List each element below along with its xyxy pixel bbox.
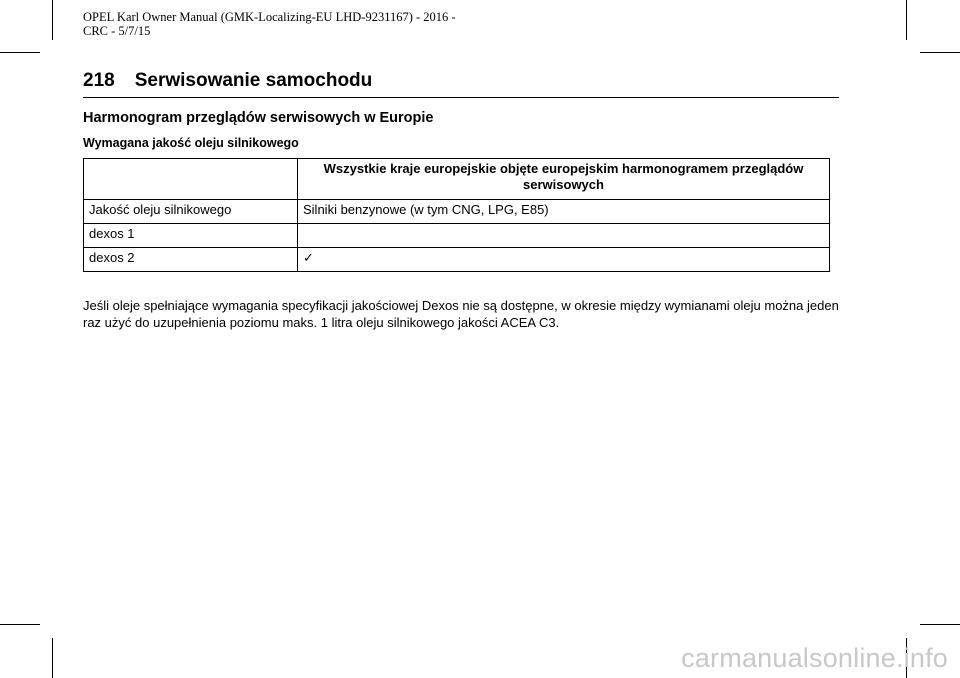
note-paragraph: Jeśli oleje spełniające wymagania specyfikacji jakościowej Dexos nie są dostępne, w okresie między wymianami oleju można jeden raz użyć do uzupełnienia poziomu maks. 1 litra oleju silnikowego jakości ACEA C3.: [83, 298, 839, 330]
crop-mark: [906, 0, 907, 40]
table-header-row: [84, 159, 830, 200]
table-cell-value: Silniki benzynowe (w tym CNG, LPG, E85): [298, 200, 830, 224]
table-cell-label: dexos 1: [84, 224, 298, 248]
document-header: [83, 10, 456, 38]
table-row: [84, 248, 830, 272]
checkmark-icon: ✓: [298, 248, 830, 272]
table-cell-label: dexos 2: [84, 248, 298, 272]
oil-quality-table: [83, 158, 830, 272]
subsection-title: Wymagana jakość oleju silnikowego: [83, 136, 299, 150]
crop-mark: [920, 624, 960, 625]
crop-mark: [920, 52, 960, 53]
table-header-cell: [84, 159, 298, 200]
page-number: 218: [83, 70, 115, 91]
section-title: Harmonogram przeglądów serwisowych w Europie: [83, 110, 434, 126]
watermark: carmanualsonline.info: [681, 643, 948, 673]
table-cell-label: Jakość oleju silnikowego: [84, 200, 298, 224]
crop-mark: [52, 638, 53, 678]
document-header-line: CRC - 5/7/15: [83, 24, 151, 38]
crop-mark: [0, 624, 40, 625]
crop-mark: [0, 52, 40, 53]
table-row: [84, 200, 830, 224]
page-heading: [83, 70, 839, 98]
document-header-line: OPEL Karl Owner Manual (GMK-Localizing-EU LHD-9231167) - 2016 -: [83, 10, 456, 24]
table-cell-value: [298, 224, 830, 248]
table-row: [84, 224, 830, 248]
crop-mark: [52, 0, 53, 40]
chapter-title: Serwisowanie samochodu: [134, 70, 373, 91]
table-header-cell: Wszystkie kraje europejskie objęte europejskim harmonogramem przeglądów serwisowych: [298, 159, 830, 200]
